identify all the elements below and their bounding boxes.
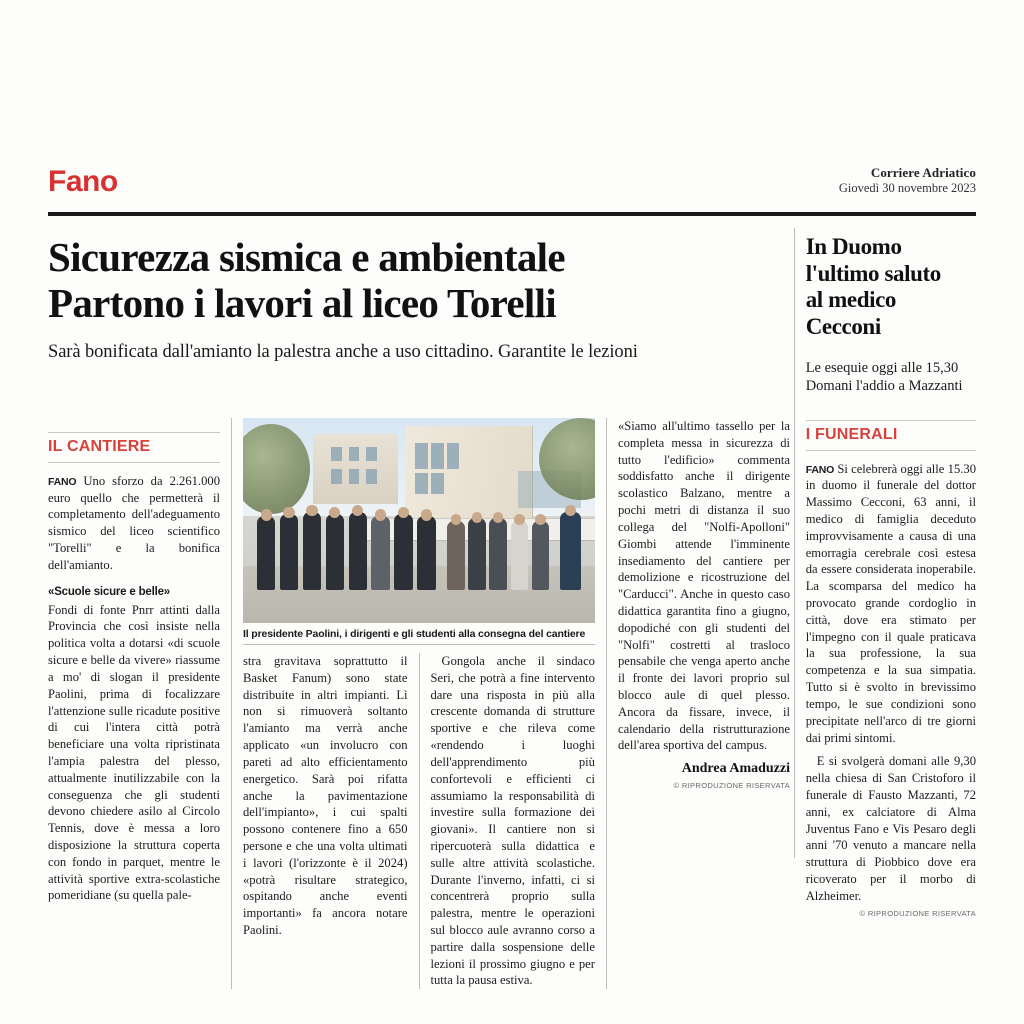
main-headline-line-2: Partono i lavori al liceo Torelli bbox=[48, 280, 556, 327]
photo-person bbox=[417, 516, 435, 590]
column-divider-main-side bbox=[794, 228, 795, 858]
side-paragraph-1 bbox=[806, 461, 976, 747]
column-divider-2 bbox=[419, 653, 420, 989]
byline: Andrea Amaduzzi bbox=[681, 761, 790, 777]
photo-person bbox=[349, 512, 367, 590]
column-4 bbox=[618, 418, 790, 989]
paper-date: Giovedì 30 novembre 2023 bbox=[838, 181, 976, 196]
side-headline bbox=[806, 234, 976, 341]
copyright-main: © RIPRODUZIONE RISERVATA bbox=[673, 781, 790, 791]
kicker-rule-bottom bbox=[806, 450, 976, 451]
photo-window bbox=[431, 473, 443, 494]
kicker-il-cantiere: IL CANTIERE bbox=[48, 438, 151, 455]
column-2-text bbox=[243, 653, 408, 939]
masthead bbox=[48, 165, 976, 197]
photo-person bbox=[326, 514, 344, 590]
photo-person bbox=[371, 516, 389, 590]
paragraph-3: Gongola anche il sindaco Seri, che potrà a fine intervento dare una risposta in più alla crescente domanda di strutture sportive e che rileva come «rendendo i luoghi dell'apprendimento più confortevoli e efficienti ci assumiamo la responsabilità di investire sulla formazione dei giovani». Il cantiere non si ripercuoterà sulla didattica e sulle altre attività scolastiche. Durante l'inverno, infatti, ci si concentrerà proprio sulla palestra, mentre le operazioni sul blocco aule avranno corso a partire dalla sospensione delle lezioni il prossimo giugno e per tutta la pausa estiva. bbox=[430, 654, 595, 988]
kicker-cantiere-wrap bbox=[48, 432, 220, 463]
side-subhead-line-1: Le esequie oggi alle 15,30 bbox=[805, 359, 959, 376]
photo-person-head bbox=[306, 505, 317, 516]
main-headline-line-1: Sicurezza sismica e ambientale bbox=[48, 234, 565, 280]
photo-window bbox=[366, 469, 377, 483]
side-dateline-fano: FANO bbox=[805, 463, 835, 476]
page-body bbox=[48, 228, 976, 988]
photo-person bbox=[257, 516, 275, 590]
dateline-fano: FANO bbox=[48, 475, 77, 488]
column-divider-3 bbox=[606, 418, 607, 989]
column-3 bbox=[430, 653, 595, 989]
side-headline-line-3: al medico bbox=[805, 287, 896, 313]
photo-person-head bbox=[472, 512, 483, 522]
column-divider-1 bbox=[231, 418, 232, 989]
photo-person bbox=[303, 512, 321, 590]
sub-heading-scuole: «Scuole sicure e belle» bbox=[48, 585, 170, 598]
side-headline-line-2: l'ultimo saluto bbox=[805, 260, 941, 286]
column-2 bbox=[243, 653, 408, 989]
column-1-text bbox=[48, 473, 220, 574]
side-subhead bbox=[806, 360, 976, 396]
side-paragraph-2: E si svolgerà domani alle 9,30 nella chiesa di San Cristoforo il funerale di Fausto Mazzanti, 72 anni, ex calciatore di Alma Juventus Fano e Vis Pesaro degli anni '70 venuto a mancare nella struttura di Piobbico dove era ricoverato per il morbo di Alzheimer. bbox=[805, 754, 976, 903]
photo-under-columns bbox=[243, 653, 595, 989]
photo-window bbox=[349, 469, 360, 483]
column-3-text bbox=[430, 653, 595, 989]
photo-person bbox=[511, 521, 529, 591]
column-4-text bbox=[618, 418, 790, 754]
paragraph-1: Fondi di fonte Pnrr attinti dalla Provincia che così insiste nella politica volta a dotarsi «di scuole sicure e belle da vivere» riassume a mo' di slogan il presidente Paolini, prima di focalizzare l'attenzione sulle ricadute positive di cui l'intera città potrà beneficiare una volta ripristinata l'ampia palestra del plesso, attualmente inutilizzabile con la conseguenza che gli studenti devono chiedere asilo al Circolo Tennis, dove è messa a loro disposizione la struttura coperta con fondo in parquet, mentre le attività sportive extra-scolastiche pomeridiane (su quella pale- bbox=[48, 602, 220, 903]
photo-window bbox=[331, 469, 342, 483]
photo-person-head bbox=[535, 514, 546, 524]
photo-person bbox=[447, 521, 465, 591]
copyright-side: © RIPRODUZIONE RISERVATA bbox=[859, 908, 976, 918]
photo-person-head bbox=[375, 509, 386, 520]
lead-text: Uno sforzo da 2.261.000 euro quello che permetterà il completamento dell'adeguamento sismico del liceo scientifico "Torelli" e la bonifica dell'amianto. bbox=[48, 473, 220, 572]
photo-person bbox=[394, 514, 412, 590]
main-article-columns bbox=[48, 418, 790, 989]
photo-window bbox=[431, 443, 443, 470]
photo-person bbox=[532, 521, 550, 591]
side-article bbox=[805, 228, 976, 918]
side-subhead-line-2: Domani l'addio a Mazzanti bbox=[805, 377, 963, 394]
kicker-rule-top bbox=[48, 432, 220, 433]
photo-person-head bbox=[261, 509, 272, 520]
side-paragraph-1-text: Si celebrerà oggi alle 15.30 in duomo il funerale del dottor Massimo Cecconi, 63 anni, il medico di famiglia deceduto improvvisamente a causa di una emorragia cerebrale così estesa da essere considerata inoperabile. La scomparsa del medico ha provocato grande cordoglio in città, dove era stimato per l'impegno con il quale praticava la sua professione, la sua competenza e la sua simpatia. Tutto si è svolto in brevissimo tempo, le sue condizioni sono precipitate nell'arco di tre giorni dai primi sintomi. bbox=[805, 461, 976, 745]
side-article-text bbox=[806, 461, 976, 905]
photo-window bbox=[415, 473, 427, 494]
photo-caption: Il presidente Paolini, i dirigenti e gli studenti alla consegna del cantiere bbox=[243, 623, 595, 645]
main-headline bbox=[48, 234, 783, 327]
paragraph-2: stra gravitava soprattutto il Basket Fanum) sono state distribuite in altri impianti. Lì non si rimuoverà soltanto l'amianto ma verrà anche applicato «un involucro con pareti ad alto efficientamento energetico. Sarà poi rifatta anche la pavimentazione dell'impianto», i cui spalti possono contenere fino a 650 persone e che una volta ultimati i lavori (l'orizzonte è il 2024) «potrà risultare strategico, ospitando anche eventi importanti» fa ancora notare Paolini. bbox=[243, 654, 408, 937]
photo-person-head bbox=[514, 514, 525, 524]
photo-window bbox=[447, 443, 459, 470]
photo-person bbox=[280, 514, 298, 590]
lead-paragraph bbox=[48, 473, 220, 574]
photo-person-head bbox=[493, 512, 504, 522]
paragraph-4: «Siamo all'ultimo tassello per la completa messa in sicurezza di tutto l'edificio» commenta soddisfatto anche il dirigente scolastico Balzano, mentre a pochi metri di distanza il suo collega del "Nolfi-Apolloni" Giombi attende l'imminente insediamento del cantiere per demolizione e ricostruzione del "Carducci". Anche in questo caso didattica garantita fino a giugno, dopodiché con gli studenti del "Nolfi" costretti al trasloco pensabile che venga aperto anche il fronte dei lavori proprio sul blocco aule di quel plesso. Ancora da fissare, invece, il calendario della ristrutturazione dell'area sportiva del campus. bbox=[618, 419, 790, 753]
photo-person bbox=[468, 518, 486, 590]
kicker-rule-top bbox=[806, 420, 976, 421]
photo-window bbox=[366, 447, 377, 461]
kicker-rule-bottom bbox=[48, 462, 220, 463]
main-article bbox=[48, 228, 790, 988]
column-1-text-2 bbox=[48, 602, 220, 905]
photo-window bbox=[349, 447, 360, 461]
photo-person bbox=[560, 512, 581, 590]
column-1 bbox=[48, 418, 220, 989]
paper-info bbox=[839, 165, 976, 197]
kicker-funerali-wrap bbox=[806, 420, 976, 451]
photo-person bbox=[489, 518, 507, 590]
column-photo-block bbox=[243, 418, 595, 989]
main-subhead: Sarà bonificata dall'amianto la palestra anche a uso cittadino. Garantite le lezioni bbox=[48, 341, 638, 362]
photo-person-head bbox=[421, 509, 432, 520]
section-city-name: Fano bbox=[48, 164, 118, 198]
masthead-rule bbox=[48, 212, 976, 216]
paper-name: Corriere Adriatico bbox=[870, 165, 976, 180]
kicker-i-funerali: I FUNERALI bbox=[805, 425, 898, 443]
photo-window bbox=[415, 443, 427, 470]
side-headline-line-1: In Duomo bbox=[805, 234, 902, 259]
photo-window bbox=[331, 447, 342, 461]
photo-person-head bbox=[451, 514, 462, 524]
article-photo bbox=[243, 418, 595, 623]
side-headline-line-4: Cecconi bbox=[805, 314, 881, 340]
